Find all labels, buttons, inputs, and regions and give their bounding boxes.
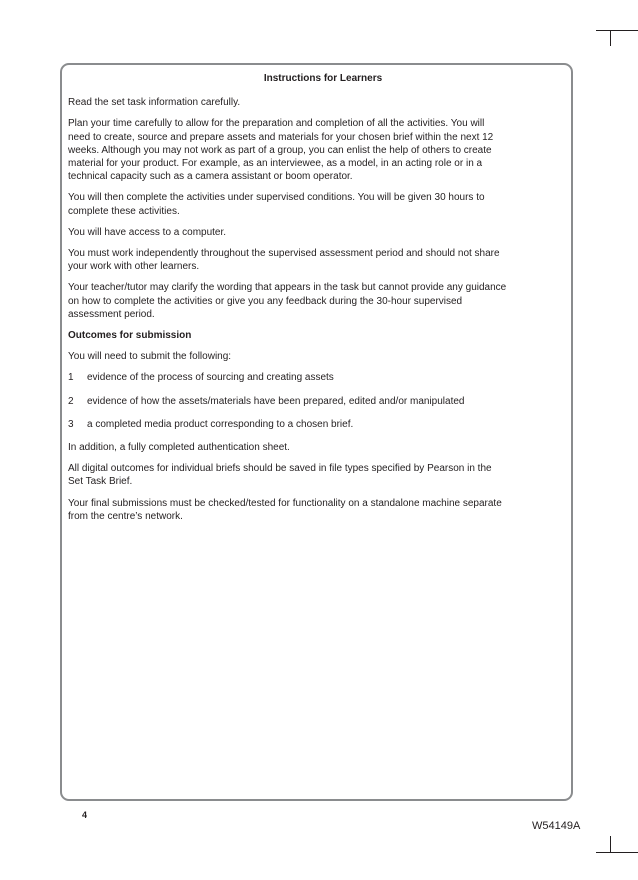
list-item-text: evidence of how the assets/materials have been prepared, edited and/or manipulated bbox=[87, 395, 465, 407]
crop-mark-bottom-right-vertical bbox=[610, 836, 611, 853]
list-item-text: evidence of the process of sourcing and creating assets bbox=[87, 372, 334, 384]
paragraph-teacher-clarify: Your teacher/tutor may clarify the wording that appears in the task but cannot provide any guidance on how to complete the activities or give you any feedback during the 30-hour supervised assessment period. bbox=[68, 282, 507, 320]
list-item-number: 1 bbox=[68, 372, 74, 384]
paragraph-work-independently: You must work independently throughout the supervised assessment period and should not share your work with other learners. bbox=[68, 248, 500, 273]
instructions-content bbox=[68, 72, 508, 531]
list-item-number: 2 bbox=[68, 395, 74, 407]
document-code: W54149A bbox=[532, 820, 581, 832]
crop-mark-top-right-horizontal bbox=[596, 30, 638, 31]
crop-mark-top-right-vertical bbox=[610, 30, 611, 46]
paragraph-functionality-check: Your final submissions must be checked/tested for functionality on a standalone machine separate from the centre’s network. bbox=[68, 497, 502, 522]
page-number: 4 bbox=[82, 810, 88, 820]
paragraph-file-types: All digital outcomes for individual briefs should be saved in file types specified by Pearson in the Set Task Brief. bbox=[68, 463, 492, 488]
submit-list-item bbox=[68, 418, 508, 431]
paragraph-computer-access: You will have access to a computer. bbox=[68, 226, 227, 238]
submit-list-item bbox=[68, 371, 508, 384]
paragraph-plan-time: Plan your time carefully to allow for the preparation and completion of all the activities. You will need to create, source and prepare assets and materials for your chosen brief within the next 12 weeks. Although you may not work as part of a group, you can enlist the help of others to create material for your product. For example, as an interviewee, as a model, in an acting role or in a technical capacity such as a camera assistant or boom operator. bbox=[68, 118, 494, 183]
paragraph-authentication: In addition, a fully completed authentication sheet. bbox=[68, 442, 290, 454]
submit-list-item bbox=[68, 395, 508, 408]
submit-intro: You will need to submit the following: bbox=[68, 351, 232, 363]
crop-mark-bottom-right-horizontal bbox=[596, 852, 638, 853]
list-item-text: a completed media product corresponding to a chosen brief. bbox=[87, 418, 354, 430]
outcomes-heading: Outcomes for submission bbox=[68, 330, 192, 342]
list-item-number: 3 bbox=[68, 418, 74, 430]
page-title: Instructions for Learners bbox=[263, 73, 383, 84]
paragraph-supervised-conditions: You will then complete the activities under supervised conditions. You will be given 30 hours to complete these activities. bbox=[68, 192, 485, 217]
paragraph-read-task: Read the set task information carefully. bbox=[68, 97, 241, 109]
